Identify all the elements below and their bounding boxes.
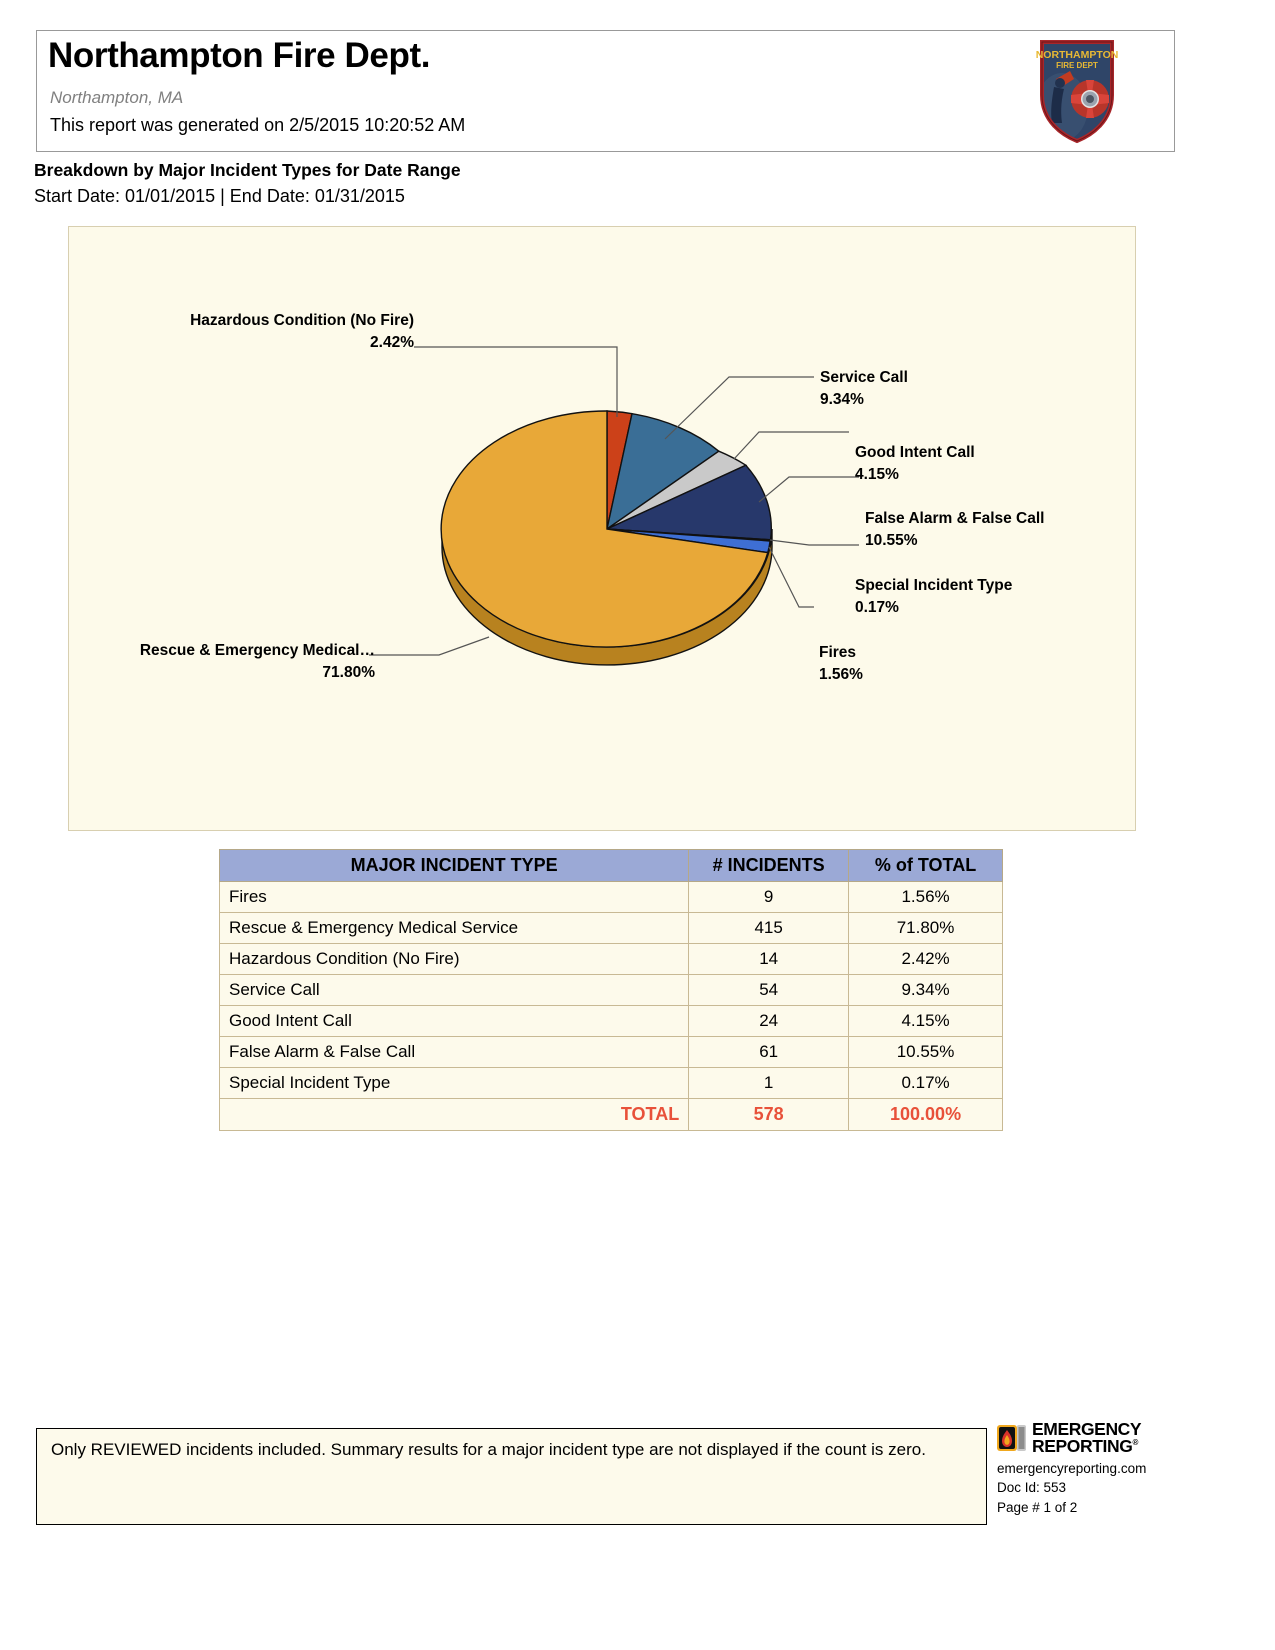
cell-incident-count: 415 [689,913,849,944]
table-row [220,913,1003,944]
table-row [220,882,1003,913]
footer-disclaimer-text: Only REVIEWED incidents included. Summary results for a major incident type are not displayed if the count is zero. [51,1440,926,1459]
pie-label-fires-pct: 1.56% [819,666,863,683]
pie-label-special-pct: 0.17% [855,599,899,616]
generated-timestamp: This report was generated on 2/5/2015 10:20:52 AM [50,115,466,135]
emergency-reporting-logo [997,1421,1197,1517]
cell-incident-count: 1 [689,1068,849,1099]
table-header-row [220,850,1003,882]
cell-incident-pct: 9.34% [849,975,1003,1006]
incident-breakdown-pie-chart [69,227,1137,832]
pie-label-hazardous-pct: 2.42% [370,334,414,351]
cell-incident-count: 54 [689,975,849,1006]
cell-incident-pct: 71.80% [849,913,1003,944]
report-header [36,30,1175,152]
fire-dept-shield-badge-icon [1036,37,1118,145]
pie-label-fires-name: Fires [819,644,857,661]
cell-incident-type: False Alarm & False Call [220,1037,689,1068]
pie-label-hazardous-name: Hazardous Condition (No Fire) [190,312,414,329]
pie-label-service-pct: 9.34% [820,391,864,408]
footer-website: emergencyreporting.com [997,1461,1147,1477]
column-header-num-incidents: # INCIDENTS [689,850,849,882]
logo-line-2: REPORTING [1032,1436,1133,1457]
cell-incident-type: Hazardous Condition (No Fire) [220,944,689,975]
emergency-reporting-mark-icon [997,1424,1027,1452]
pie-label-goodintent-name: Good Intent Call [855,444,975,461]
report-date-range: Start Date: 01/01/2015 | End Date: 01/31/2015 [34,186,405,206]
column-header-incident-type: MAJOR INCIDENT TYPE [220,850,689,882]
table-row [220,1006,1003,1037]
total-pct: 100.00% [849,1099,1003,1131]
total-count: 578 [689,1099,849,1131]
footer-disclaimer-box [36,1428,987,1525]
cell-incident-type: Rescue & Emergency Medical Service [220,913,689,944]
pie-label-goodintent-pct: 4.15% [855,466,899,483]
cell-incident-count: 14 [689,944,849,975]
column-header-pct-total: % of TOTAL [849,850,1003,882]
cell-incident-pct: 1.56% [849,882,1003,913]
pie-label-rescue-name: Rescue & Emergency Medical… [139,642,375,659]
department-location: Northampton, MA [50,88,184,107]
page-title: Northampton Fire Dept. [48,36,431,75]
svg-text:NORTHAMPTON: NORTHAMPTON [1036,49,1118,61]
pie-label-service-name: Service Call [820,369,908,386]
footer-doc-id: Doc Id: 553 [997,1480,1067,1496]
total-label: TOTAL [220,1099,689,1131]
table-total-row [220,1099,1003,1131]
cell-incident-count: 61 [689,1037,849,1068]
cell-incident-pct: 0.17% [849,1068,1003,1099]
table-row [220,1037,1003,1068]
cell-incident-type: Good Intent Call [220,1006,689,1037]
pie-label-falsealarm-name: False Alarm & False Call [865,510,1045,527]
cell-incident-type: Service Call [220,975,689,1006]
cell-incident-pct: 2.42% [849,944,1003,975]
pie-label-falsealarm-pct: 10.55% [865,532,918,549]
svg-text:FIRE DEPT: FIRE DEPT [1056,61,1098,70]
report-subtitle: Breakdown by Major Incident Types for Date Range [34,160,461,180]
table-row [220,975,1003,1006]
logo-line-1: EMERGENCY [1032,1419,1142,1439]
pie-label-special-name: Special Incident Type [855,577,1013,594]
cell-incident-type: Special Incident Type [220,1068,689,1099]
table-row [220,944,1003,975]
cell-incident-pct: 10.55% [849,1037,1003,1068]
cell-incident-count: 24 [689,1006,849,1037]
pie-slices [441,411,771,647]
pie-label-rescue-pct: 71.80% [322,664,375,681]
pie-chart-panel [68,226,1136,831]
cell-incident-pct: 4.15% [849,1006,1003,1037]
footer-page-number: Page # 1 of 2 [997,1499,1078,1515]
cell-incident-type: Fires [220,882,689,913]
logo-trademark: ® [1132,1438,1138,1448]
table-row [220,1068,1003,1099]
incident-summary-table [219,849,1003,1131]
cell-incident-count: 9 [689,882,849,913]
